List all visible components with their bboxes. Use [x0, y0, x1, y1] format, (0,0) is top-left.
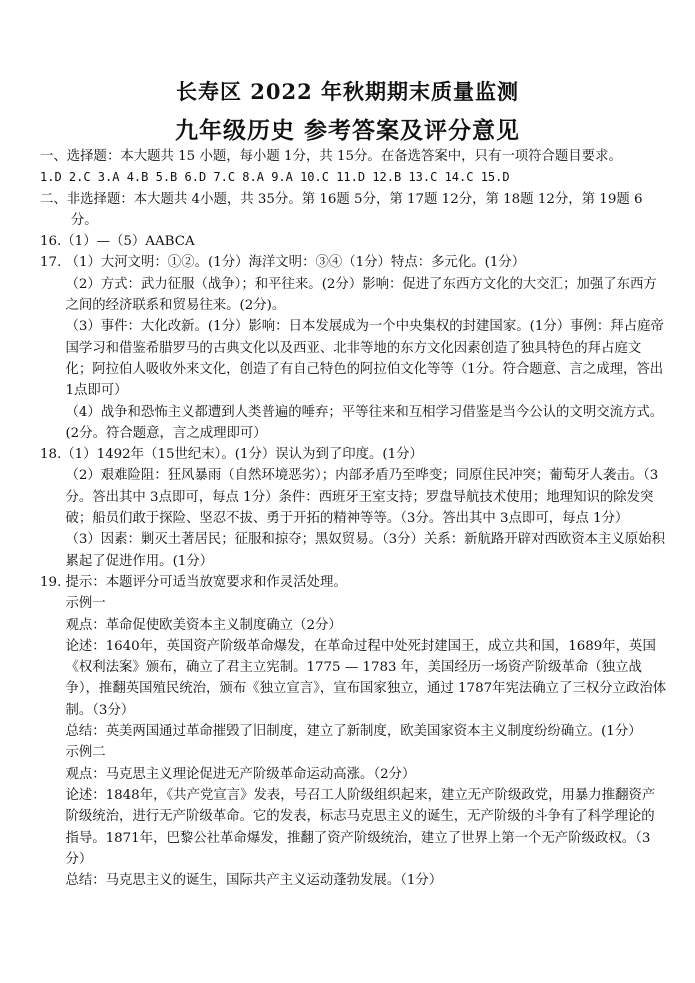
q19-hint: 19. 提示：本题评分可适当放宽要求和作灵活处理。	[40, 574, 347, 590]
document-body	[40, 146, 668, 891]
choice-section-heading: 一、选择题：本大题共 15 小题，每小题 1分，共 15分。在备选答案中，只有一项符合题目要求。	[40, 149, 622, 164]
q19-example2-summary: 总结：马克思主义的诞生，国际共产主义运动蓬勃发展。（1分）	[65, 873, 443, 889]
choice-answers: 1.D 2.C 3.A 4.B 5.B 6.D 7.C 8.A 9.A 10.C 11.D 12.B 13.C 14.C 15.D	[40, 170, 510, 185]
q17-part1: 17. （1）大河文明：①②。(1分）海洋文明：③④（1分）特点：多元化。(1分）	[40, 255, 526, 271]
q19-example2-argument: 论述：1848年，《共产党宣言》发表，号召工人阶级组织起来，建立无产阶级政党，用暴力推翻资产阶级统治，进行无产阶级革命。它的发表，标志马克思主义的诞生，无产阶级的斗争有了科学理论的指导。1871年，巴黎公社革命爆发，推翻了资产阶级统治，建立了世界上第一个无产阶级政权。（3分）	[65, 787, 656, 867]
nonchoice-section-heading: 二、非选择题：本大题共 4小题，共 35分。第 16题 5分，第 17题 12分，第 18题 12分，第 19题 6分。	[40, 191, 643, 228]
q16-answer: 16.（1）—（5）AABCA	[40, 234, 195, 250]
q19-example1-label: 示例一	[65, 596, 106, 612]
q18-part3: （3）因素：剿灭土著居民；征服和掠夺；黑奴贸易。（3分）关系：新航路开辟对西欧资本主义原始积累起了促进作用。(1分）	[65, 532, 665, 569]
q17-part4: （4）战争和恐怖主义都遭到人类普遍的唾弃；平等往来和互相学习借鉴是当今公认的文明交流方式。(2分。符合题意，言之成理即可）	[65, 404, 664, 441]
page-title: 长寿区 2022 年秋期期末质量监测	[175, 79, 520, 104]
q19-example1-summary: 总结：英美两国通过革命摧毁了旧制度，建立了新制度，欧美国家资本主义制度纷纷确立。(1分）	[65, 724, 642, 740]
q19-example2-label: 示例二	[65, 745, 106, 761]
q17-part3: （3）事件：大化改新。(1分）影响：日本发展成为一个中央集权的封建国家。(1分）事例：拜占庭帝国学习和借鉴希腊罗马的古典文化以及西亚、北非等地的东方文化因素创造了独具特色的拜占庭文化；阿拉伯人吸收外来文化，创造了有自己特色的阿拉伯文化等等（1分。符合题意、言之成理，答出 1点即可）	[65, 319, 664, 399]
q18-part1: 18.（1）1492年（15世纪末）。(1分）误认为到了印度。(1分）	[40, 447, 423, 463]
q19-example1-view: 观点：革命促使欧美资本主义制度确立（2分）	[65, 617, 342, 633]
page-subtitle: 九年级历史 参考答案及评分意见	[174, 117, 520, 144]
q18-part2: （2）艰难险阻：狂风暴雨（自然环境恶劣）；内部矛盾乃至哗变；同原住民冲突；葡萄牙人袭击。（3分。答出其中 3点即可，每点 1分）条件：西班牙王室支持；罗盘导航技术使用；地理知识的除发突破；船员们敢于探险、坚忍不拔、勇于开拓的精神等等。（3分。答出其中 3点即可，每点 1分）	[65, 468, 659, 527]
q19-example2-view: 观点：马克思主义理论促进无产阶级革命运动高涨。（2分）	[65, 766, 416, 782]
q19-example1-argument: 论述：1640年，英国资产阶级革命爆发，在革命过程中处死封建国王，成立共和国，1689年，英国《权利法案》颁布，确立了君主立宪制。1775 — 1783 年，美国经历一场资产阶级革命（独立战争），推翻英国殖民统治，颁布《独立宣言》，宣布国家独立，通过 1787年宪法确立了三权分立政治体制。（3分）	[65, 638, 667, 718]
q17-part2: （2）方式：武力征服（战争）；和平往来。(2分）影响：促进了东西方文化的大交汇；加强了东西方之间的经济联系和贸易往来。(2分)。	[65, 276, 657, 314]
